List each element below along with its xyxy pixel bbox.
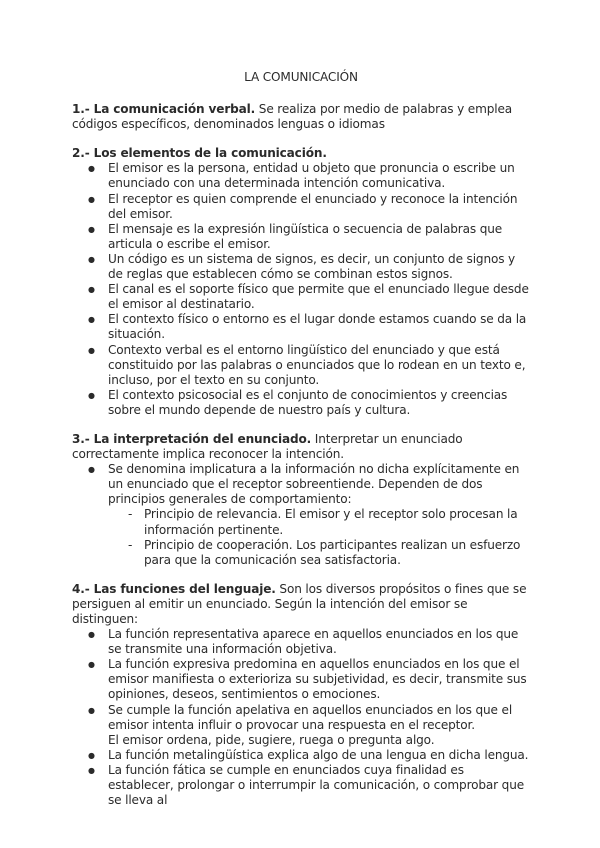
section-interpretation [72, 432, 530, 568]
section-heading: 4.- Las funciones del lenguaje. [72, 581, 276, 596]
section-text: Se realiza por medio de palabras y emplea códigos específicos, denominados lenguas o idiomas [72, 102, 513, 132]
section-text: Interpretar un enunciado correctamente implica reconocer la intención. [72, 431, 463, 462]
section-elements [72, 146, 530, 418]
list-item: ● El contexto físico o entorno es el lugar donde estamos cuando se da la situación. [108, 312, 530, 342]
dash-list-item: - Principio de relevancia. El emisor y el receptor solo procesan la información pertinente. [144, 507, 530, 537]
list-item: ● La función fática se cumple en enunciados cuya finalidad es establecer, prolongar o interrumpir la comunicación, o comprobar que se lleva al [108, 763, 530, 808]
list-item-text: Se denomina implicatura a la información no dicha explícitamente en un enunciado que el receptor sobreentiende. Dependen de dos principios generales de comportamiento: [108, 462, 520, 507]
bullet-list [72, 161, 530, 418]
section-text: Son los diversos propósitos o fines que se persiguen al emitir un enunciado. Según la intención del emisor se distinguen: [72, 581, 527, 626]
page-title: LA COMUNICACIÓN [244, 70, 358, 84]
section-heading: 2.- Los elementos de la comunicación. [72, 146, 327, 161]
list-item-text: Se cumple la función apelativa en aquellos enunciados en los que el emisor intenta influir o provocar una respuesta en el receptor. [108, 702, 513, 732]
section-paragraph [72, 582, 530, 627]
dash-list-item: - Principio de cooperación. Los participantes realizan un esfuerzo para que la comunicación sea satisfactoria. [144, 538, 530, 568]
list-item-text-extra: El emisor ordena, pide, sugiere, ruega o pregunta algo. [108, 732, 435, 747]
section-heading: 1.- La comunicación verbal. [72, 102, 256, 117]
section-paragraph [72, 102, 530, 132]
list-item: ● La función metalingüística explica algo de una lengua en dicha lengua. [108, 748, 530, 763]
list-item: ● El contexto psicosocial es el conjunto de conocimientos y creencias sobre el mundo depende de nuestro país y cultura. [108, 388, 530, 418]
list-item: ● Un código es un sistema de signos, es decir, un conjunto de signos y de reglas que establecen cómo se combinan estos signos. [108, 252, 530, 282]
section-heading: 3.- La interpretación del enunciado. [72, 431, 312, 446]
bullet-list [72, 462, 530, 568]
dash-list [108, 507, 530, 567]
list-item: ● El canal es el soporte físico que permite que el enunciado llegue desde el emisor al destinatario. [108, 282, 530, 312]
list-item [108, 462, 530, 568]
list-item: ● El receptor es quien comprende el enunciado y reconoce la intención del emisor. [108, 192, 530, 222]
section-communication-verbal [72, 102, 530, 132]
section-paragraph [72, 432, 530, 462]
bullet-list [72, 627, 530, 808]
list-item: ● Contexto verbal es el entorno lingüístico del enunciado y que está constituido por las palabras o enunciados que lo rodean en un texto e, incluso, por el texto en su conjunto. [108, 343, 530, 388]
list-item: ● El mensaje es la expresión lingüística o secuencia de palabras que articula o escribe el emisor. [108, 222, 530, 252]
list-item [108, 703, 530, 748]
section-language-functions [72, 582, 530, 808]
list-item: ● La función representativa aparece en aquellos enunciados en los que se transmite una información objetiva. [108, 627, 530, 657]
list-item: ● El emisor es la persona, entidad u objeto que pronuncia o escribe un enunciado con una determinada intención comunicativa. [108, 161, 530, 191]
list-item: ● La función expresiva predomina en aquellos enunciados en los que el emisor manifiesta o exterioriza su subjetividad, es decir, transmite sus opiniones, deseos, sentimientos o emociones. [108, 657, 530, 702]
